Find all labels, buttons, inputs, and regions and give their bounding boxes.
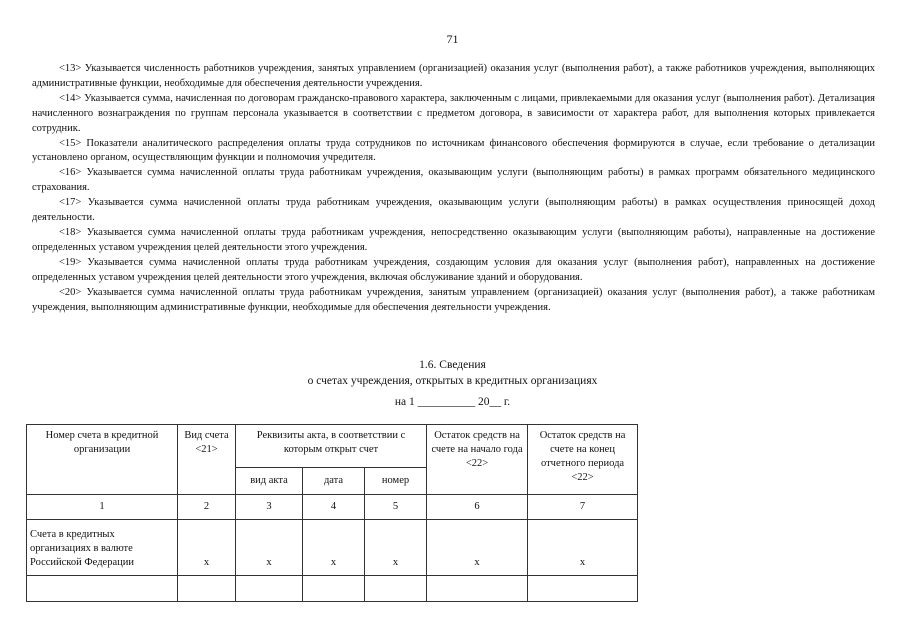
footnote-18: <18> Указывается сумма начисленной оплаты труда работникам учреждения, непосредственно оказывающим услуги (выполняющим работы), направленные на достижение определенных уставом учреждения целей деятельности этого учреждения.	[32, 226, 875, 253]
header-account-type: Вид счета <21>	[178, 425, 236, 495]
footnotes	[32, 62, 875, 315]
header-act-date: дата	[303, 468, 365, 495]
header-balance-start: Остаток средств на счете на начало года <22>	[427, 425, 528, 495]
column-number: 4	[303, 495, 365, 520]
table-row-rf-currency	[27, 520, 638, 576]
page-number: 71	[446, 32, 459, 46]
accounts-table	[26, 424, 638, 602]
section-date-line: на 1 __________ 20__ г.	[394, 396, 511, 408]
row-label: Счета в кредитных организациях в валюте Российской Федерации	[27, 520, 178, 576]
table-cell	[365, 576, 427, 602]
table-cell	[427, 576, 528, 602]
table-cell: x	[178, 520, 236, 576]
footnote-13: <13> Указывается численность работников учреждения, занятых управлением (организацией) оказания услуг (выполнения работ), а также работников учреждения, выполняющих административные функции, необходимые для обеспечения деятельности учреждения.	[32, 63, 875, 89]
table-cell	[236, 576, 303, 602]
table-cell	[528, 576, 638, 602]
column-number: 6	[427, 495, 528, 520]
table-row-empty	[27, 576, 638, 602]
section-title: 1.6. Сведения	[419, 359, 486, 371]
column-number: 2	[178, 495, 236, 520]
header-act-number: номер	[365, 468, 427, 495]
table-cell: x	[365, 520, 427, 576]
header-balance-end: Остаток средств на счете на конец отчетного периода <22>	[528, 425, 638, 495]
table-cell: x	[303, 520, 365, 576]
column-number: 1	[27, 495, 178, 520]
footnote-15: <15> Показатели аналитического распределения оплаты труда сотрудников по источникам финансового обеспечения формируются в случае, если требование о детализации установлено органом, осуществляющим функции и полномочия учредителя.	[32, 137, 875, 164]
table-cell	[27, 576, 178, 602]
footnote-17: <17> Указывается сумма начисленной оплаты труда работникам учреждения, оказывающим услуги (выполняющим работы) в рамках осуществления приносящей доход деятельности.	[32, 197, 875, 224]
table-cell: x	[236, 520, 303, 576]
column-number: 3	[236, 495, 303, 520]
table-cell	[303, 576, 365, 602]
footnote-20: <20> Указывается сумма начисленной оплаты труда работникам учреждения, занятым управлением (организацией) оказания услуг (выполнения работ), а также работникам учреждения, выполняющим административные функции, необходимые для обеспечения деятельности учреждения.	[32, 286, 875, 313]
column-number: 7	[528, 495, 638, 520]
section-subtitle: о счетах учреждения, открытых в кредитных организациях	[307, 375, 598, 387]
table-cell	[178, 576, 236, 602]
footnote-19: <19> Указывается сумма начисленной оплаты труда работникам учреждения, создающим условия для оказания услуг (выполнения работ), направленных на достижение определенных уставом учреждения целей деятельности этого учреждения, включая обслуживание зданий и оборудования.	[32, 256, 875, 283]
column-number-row	[27, 495, 638, 520]
column-number: 5	[365, 495, 427, 520]
footnote-14: <14> Указывается сумма, начисленная по договорам гражданско-правового характера, заключенным с лицами, привлекаемыми для оказания услуг (выполнения работ). Детализация начисленного вознаграждения по группам персонала указывается в соответствии с предметом договора, в зависимости от характера работ, для выполнения которых привлекается сотрудник.	[32, 92, 875, 134]
footnote-16: <16> Указывается сумма начисленной оплаты труда работникам учреждения, оказывающим услуги (выполняющим работы) в рамках программ обязательного медицинского страхования.	[32, 167, 875, 194]
header-act-details: Реквизиты акта, в соответствии с которым открыт счет	[236, 425, 427, 468]
table-cell: x	[427, 520, 528, 576]
table-cell: x	[528, 520, 638, 576]
header-account-number: Номер счета в кредитной организации	[27, 425, 178, 495]
header-act-type: вид акта	[236, 468, 303, 495]
